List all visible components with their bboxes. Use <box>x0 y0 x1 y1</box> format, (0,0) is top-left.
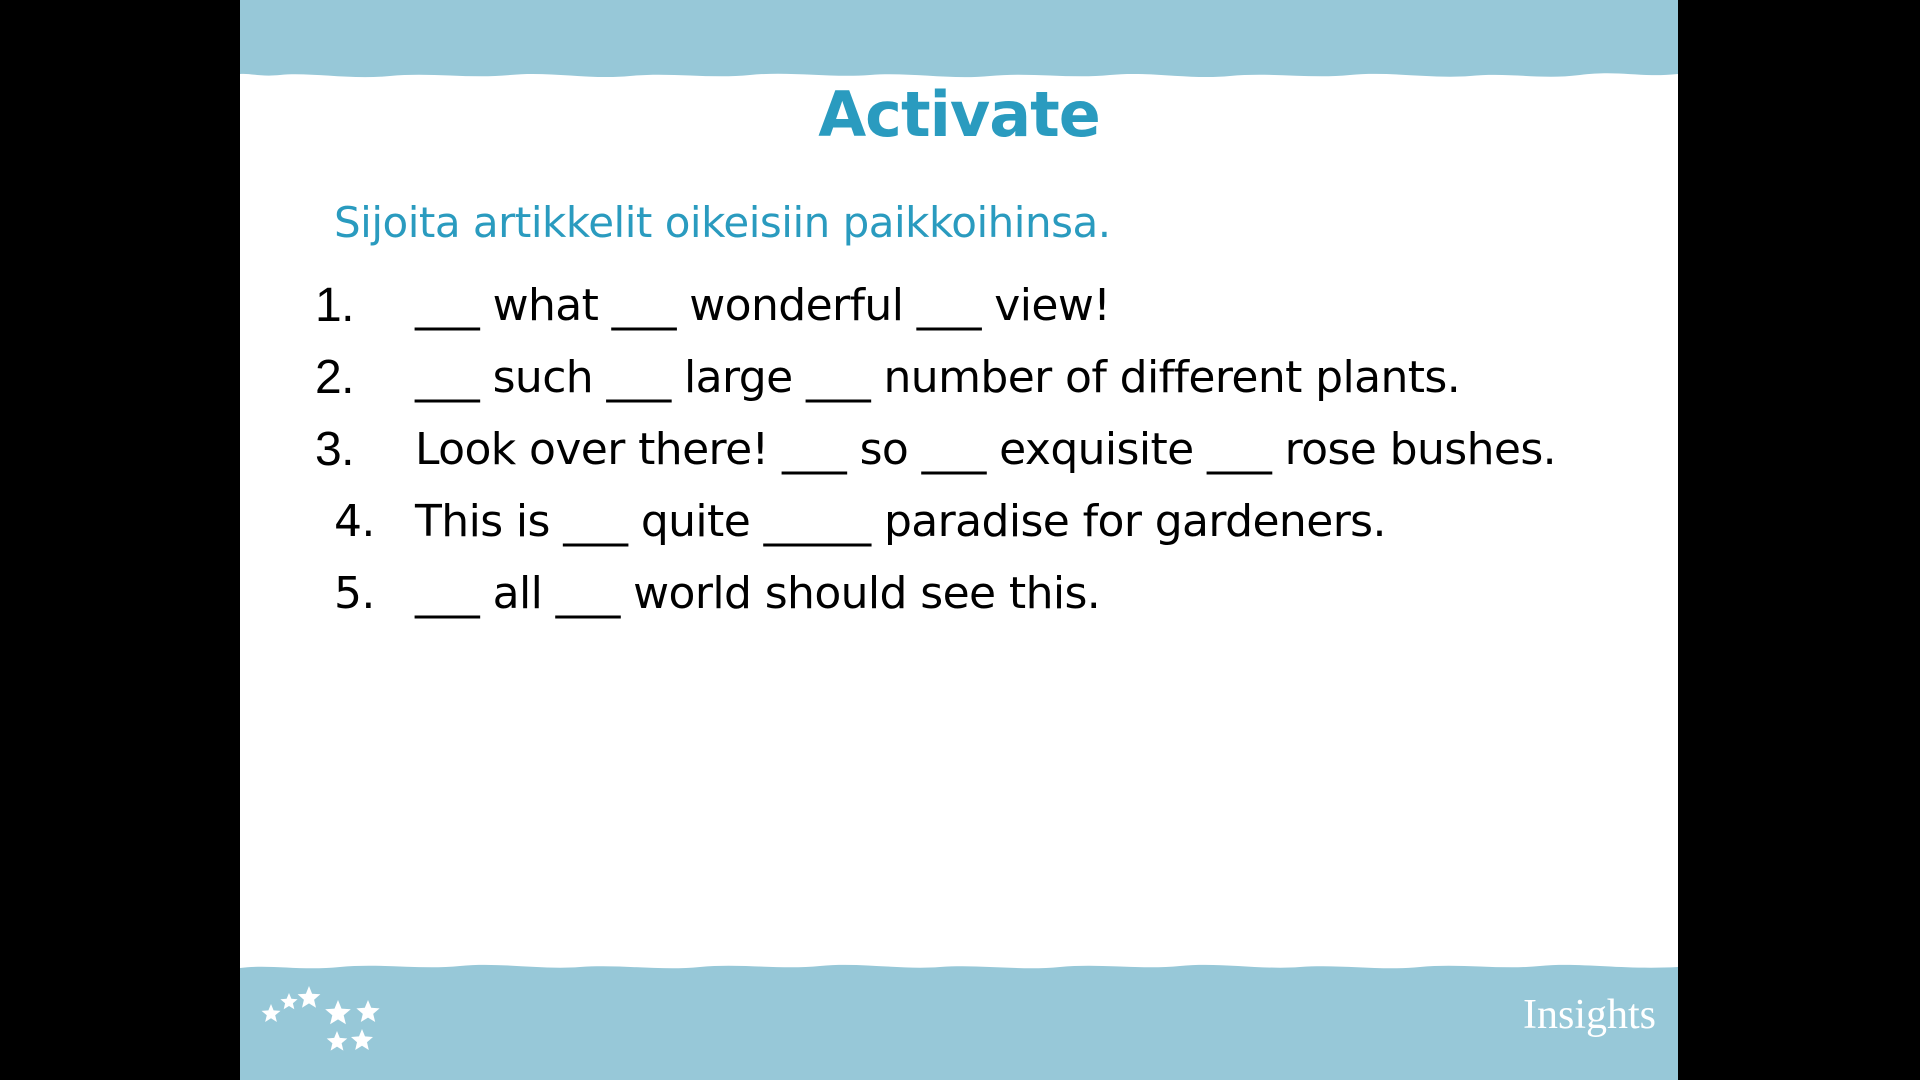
item-number: 1. <box>315 279 354 332</box>
slide <box>240 0 1678 1080</box>
item-number: 4. <box>334 496 375 547</box>
list-item <box>240 420 1678 479</box>
top-band <box>240 0 1678 82</box>
item-text: ___ all ___ world should see this. <box>415 568 1101 619</box>
list-item <box>240 276 1678 335</box>
brand-logo: Insights <box>1522 992 1656 1038</box>
list-item <box>240 348 1678 407</box>
slide-subtitle: Sijoita artikkelit oikeisiin paikkoihinsa. <box>334 198 1111 247</box>
item-text: ___ what ___ wonderful ___ view! <box>415 280 1111 331</box>
stars-icon <box>258 984 398 1064</box>
item-text: ___ such ___ large ___ number of different plants. <box>415 352 1461 403</box>
list-item <box>240 492 1678 551</box>
item-number: 3. <box>315 423 354 476</box>
slide-title: Activate <box>818 78 1100 151</box>
item-text: Look over there! ___ so ___ exquisite ___ rose bushes. <box>415 424 1557 475</box>
item-number: 2. <box>315 351 354 404</box>
exercise-list <box>240 276 1678 636</box>
bottom-band <box>240 958 1678 1080</box>
list-item <box>240 564 1678 623</box>
item-text: This is ___ quite _____ paradise for gardeners. <box>415 496 1386 547</box>
item-number: 5. <box>334 568 375 619</box>
